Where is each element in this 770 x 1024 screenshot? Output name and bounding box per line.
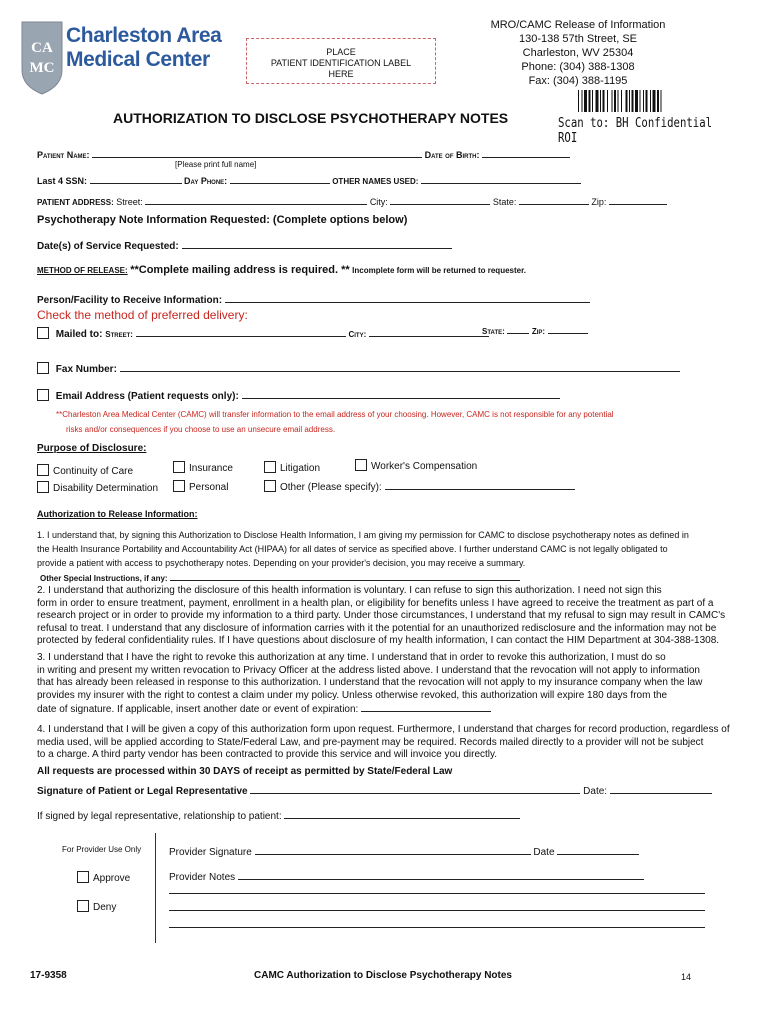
provider-signature-field[interactable] — [255, 845, 531, 855]
request-heading: Psychotherapy Note Information Requested: (Complete options below) — [37, 214, 408, 226]
option-label: Insurance — [189, 463, 233, 474]
option-label: Worker's Compensation — [371, 461, 478, 472]
provider-notes-line[interactable] — [169, 910, 705, 911]
email-note-line1: **Charleston Area Medical Center (CAMC) will transfer information to the email address of your choosing. However, CAMC is not responsible for any potential — [56, 410, 614, 419]
p4-line: media used, will be applied according to State/Federal Law, and pre-payment may be required. Records mailed directly to a provider will not be subject — [37, 736, 704, 748]
option-label: Disability Determination — [53, 483, 159, 494]
preferred-delivery-note: Check the method of preferred delivery: — [37, 308, 248, 322]
authorization-paragraph-4 — [37, 724, 742, 762]
org-name — [66, 24, 221, 72]
mail-city-label: City: — [348, 330, 367, 339]
provider-notes-line[interactable] — [169, 927, 705, 928]
dates-label: Date(s) of Service Requested: — [37, 241, 179, 252]
p3-line — [37, 665, 742, 678]
barcode — [578, 90, 698, 112]
checkbox[interactable] — [264, 461, 276, 473]
signature-row — [37, 784, 712, 797]
patient-name-row — [37, 148, 570, 160]
mail-state-zip — [482, 324, 588, 336]
page-title: AUTHORIZATION TO DISCLOSE PSYCHOTHERAPY NOTES — [113, 110, 509, 126]
barcode-bar — [618, 90, 619, 112]
purpose-option-workers-comp[interactable] — [355, 459, 477, 472]
address-line: Charleston, WV 25304 — [522, 47, 634, 59]
p1-line: 1. I understand that, by signing this Authorization to Disclose Health Information, I am giving my permission for CAMC to disclose psychotherapy notes as defined in — [37, 530, 689, 540]
purpose-option-personal[interactable] — [173, 478, 233, 497]
provider-notes-row — [169, 870, 644, 883]
footer-title: CAMC Authorization to Disclose Psychotherapy Notes — [254, 970, 512, 981]
barcode-bar — [584, 90, 587, 112]
barcode-bar — [578, 90, 579, 112]
purpose-option-disability[interactable] — [37, 480, 158, 497]
provider-signature-row — [169, 845, 639, 858]
address-line: 130-138 57th Street, SE — [518, 33, 638, 45]
p3-line: provides my insurer with the right to contest a claim under my policy. Unless otherwise revoked, this authorization will expire 180 days from the — [37, 689, 668, 701]
legal-rep-label: If signed by legal representative, relationship to patient: — [37, 811, 282, 822]
fax-label: Fax Number: — [55, 364, 117, 375]
p2-line: 2. I understand that authorizing the disclosure of this health information is voluntary. I can refuse to sign this authorization. I need not sign this — [37, 585, 662, 596]
authorization-heading: Authorization to Release Information: — [37, 509, 198, 519]
approve-checkbox[interactable] — [77, 871, 89, 883]
expiration-label: date of signature. If applicable, insert another date or event of expiration: — [37, 704, 359, 715]
provider-date-field[interactable] — [557, 845, 639, 855]
dates-row — [37, 239, 452, 252]
provider-box-label: For Provider Use Only — [62, 845, 142, 854]
mail-state-label: State: — [482, 327, 505, 336]
zip-field[interactable] — [609, 195, 667, 205]
p2-line: research project or in order to provide my information to a third party. Under those circumstances, I understand that my refusal to sign may result in CAMC's — [37, 610, 726, 621]
camc-logo — [20, 20, 64, 96]
street-label: Street: — [116, 197, 143, 207]
release-office-address — [478, 18, 678, 88]
email-field[interactable] — [242, 389, 560, 399]
email-disclaimer — [56, 407, 614, 437]
method-required: **Complete mailing address is required. ** — [130, 264, 350, 276]
org-name-line2: Medical Center — [66, 48, 210, 71]
option-label: Litigation — [280, 463, 321, 474]
patient-name-label: Patient Name: — [37, 150, 90, 160]
purpose-option-insurance[interactable] — [173, 459, 233, 478]
barcode-bar — [632, 90, 634, 112]
checkbox[interactable] — [37, 464, 49, 476]
p1-line: provide a patient with access to psychotherapy notes. Depending on your provider's decision, you may receive a summary. — [37, 558, 526, 568]
patient-name-hint: [Please print full name] — [175, 160, 257, 169]
signature-date-label: Date: — [583, 786, 608, 797]
street-field[interactable] — [145, 195, 367, 205]
form-number: 17-9358 — [30, 970, 67, 981]
svg-text:CA: CA — [31, 40, 53, 56]
purpose-option-continuity[interactable] — [37, 463, 158, 480]
day-phone-label: Day Phone: — [184, 176, 228, 186]
patient-address-row — [37, 195, 667, 207]
barcode-bar — [603, 90, 605, 112]
special-instructions-field[interactable] — [170, 571, 520, 581]
mailed-checkbox[interactable] — [37, 327, 49, 339]
p2-line-part: refusal to treat. — [37, 622, 104, 634]
svg-text:MC: MC — [29, 60, 55, 76]
patient-address-label: PATIENT ADDRESS: — [37, 198, 114, 207]
special-instructions-row — [40, 571, 520, 583]
p3-line-part: in writing and present my written revocation to Privacy Officer at the address listed above. — [37, 664, 434, 676]
fax-checkbox[interactable] — [37, 362, 49, 374]
barcode-bar — [596, 90, 599, 112]
label-box-line3: HERE — [328, 69, 354, 79]
recipient-label: Person/Facility to Receive Information: — [37, 295, 223, 306]
option-label: Continuity of Care — [53, 466, 134, 477]
recipient-field[interactable] — [225, 293, 590, 303]
special-instructions-label: Other Special Instructions, if any: — [40, 574, 168, 583]
option-label: Other (Please specify): — [280, 482, 382, 493]
provider-notes-label: Provider Notes — [169, 872, 236, 883]
page-number: 14 — [681, 972, 692, 982]
fax-field[interactable] — [120, 362, 680, 372]
mail-zip-label: Zip: — [531, 327, 546, 336]
expiration-field[interactable] — [361, 702, 491, 712]
mailed-label: Mailed to: — [55, 329, 103, 340]
barcode-caption: Scan to: BH Confidential ROI — [558, 116, 713, 146]
mail-city-field[interactable] — [369, 327, 489, 337]
p3-line-part: I understand that the revocation will not apply to information — [435, 664, 700, 676]
mail-state-field[interactable] — [507, 324, 529, 334]
barcode-bar — [635, 90, 638, 112]
barcode-bar — [589, 90, 591, 112]
legal-rep-field[interactable] — [284, 809, 520, 819]
checkbox[interactable] — [37, 481, 49, 493]
approve-option[interactable] — [77, 871, 130, 884]
mail-street-label: Street: — [105, 330, 133, 339]
deny-label: Deny — [93, 902, 117, 913]
mail-zip-field[interactable] — [548, 324, 588, 334]
purpose-col1 — [37, 463, 158, 497]
p4-line: to a charge. A third party vendor has been contracted to provide this service and will invoice you directly. — [37, 749, 498, 760]
day-phone-field[interactable] — [230, 174, 330, 184]
signature-field[interactable] — [250, 784, 580, 794]
provider-signature-label: Provider Signature — [169, 847, 252, 858]
city-field[interactable] — [390, 195, 490, 205]
provider-notes-field[interactable] — [238, 870, 644, 880]
authorization-paragraph-2 — [37, 585, 742, 648]
other-purpose-field[interactable] — [385, 480, 575, 490]
checkbox[interactable] — [173, 480, 185, 492]
p2-line-part: I understand that any disclosure of information carries with it the potential for an unauthorized redisclosure and the information may not be — [106, 622, 717, 634]
p4-line: 4. I understand that I will be given a copy of this authorization form upon request. Furthermore, I understand that charges for record production, regardless of — [37, 724, 730, 735]
state-field[interactable] — [519, 195, 589, 205]
p3-line: 3. I understand that I have the right to revoke this authorization at any time. I understand that in order to revoke this authorization, I must do so — [37, 652, 666, 663]
approve-label: Approve — [93, 873, 131, 884]
purpose-col2 — [173, 459, 233, 497]
org-name-line1: Charleston Area — [66, 24, 222, 47]
dob-field[interactable] — [482, 148, 570, 158]
deny-option[interactable] — [77, 900, 116, 913]
other-names-label: OTHER NAMES USED: — [332, 177, 419, 186]
label-box-line1: PLACE — [326, 47, 356, 57]
authorization-paragraph-1 — [37, 528, 737, 570]
authorization-paragraph-3 — [37, 652, 742, 717]
email-label: Email Address (Patient requests only): — [55, 391, 239, 402]
provider-use-box — [35, 833, 156, 943]
barcode-bar — [629, 90, 630, 112]
barcode-bar — [650, 90, 651, 112]
barcode-bar — [607, 90, 608, 112]
email-note-line2: risks and/or consequences if you choose to use an unsecure email address. — [66, 425, 336, 434]
address-line: Fax: (304) 388-1195 — [528, 75, 628, 87]
signature-date-field[interactable] — [610, 784, 712, 794]
ssn-label: Last 4 SSN: — [37, 176, 88, 186]
checkbox[interactable] — [173, 461, 185, 473]
dates-field[interactable] — [182, 239, 452, 249]
barcode-bar — [582, 90, 583, 112]
barcode-bar — [614, 90, 616, 112]
purpose-option-other[interactable] — [264, 478, 575, 497]
zip-label: Zip: — [591, 197, 607, 207]
dob-label: Date of Birth: — [424, 150, 480, 160]
mailed-row — [37, 327, 489, 340]
checkbox[interactable] — [264, 480, 276, 492]
method-label: METHOD OF RELEASE: — [37, 266, 128, 275]
legal-rep-row — [37, 809, 520, 822]
barcode-bar — [657, 90, 659, 112]
other-names-field[interactable] — [421, 174, 581, 184]
patient-name-field[interactable] — [92, 148, 422, 158]
barcode-bar — [600, 90, 601, 112]
barcode-bar — [653, 90, 656, 112]
patient-label-placeholder — [246, 38, 436, 84]
p2-line: protected by federal confidentiality rules. If I have questions about disclosure of my health information, I can contact the HIM Department at 304-388-1308. — [37, 635, 720, 646]
ssn-field[interactable] — [90, 174, 182, 184]
email-row — [37, 389, 560, 402]
fax-row — [37, 362, 680, 375]
checkbox[interactable] — [355, 459, 367, 471]
barcode-bar — [621, 90, 622, 112]
processing-note: All requests are processed within 30 DAYS of receipt as permitted by State/Federal Law — [37, 766, 453, 777]
barcode-bar — [643, 90, 644, 112]
provider-date-label: Date — [533, 847, 555, 858]
mail-street-field[interactable] — [136, 327, 346, 337]
city-label: City: — [369, 197, 388, 207]
ssn-phone-row — [37, 174, 581, 186]
barcode-bar — [640, 90, 641, 112]
signature-label: Signature of Patient or Legal Representative — [37, 786, 248, 797]
option-label: Personal — [189, 482, 229, 493]
barcode-bar — [626, 90, 628, 112]
barcode-bar — [661, 90, 662, 112]
method-incomplete: Incomplete form will be returned to requester. — [352, 266, 526, 275]
p2-line — [37, 623, 742, 636]
provider-notes-line[interactable] — [169, 893, 705, 894]
method-row — [37, 264, 526, 276]
p3-line: that has already been released in response to this authorization. I understand that the revocation will not apply to my insurance company when the law — [37, 677, 703, 688]
address-line: Phone: (304) 388-1308 — [521, 61, 635, 73]
p2-line: form in order to ensure treatment, payment, enrollment in a health plan, or eligibility for benefits unless I have agreed to receive the treatment as part of a — [37, 597, 714, 609]
barcode-bar — [612, 90, 613, 112]
email-checkbox[interactable] — [37, 389, 49, 401]
deny-checkbox[interactable] — [77, 900, 89, 912]
barcode-bar — [592, 90, 593, 112]
label-box-line2: PATIENT IDENTIFICATION LABEL — [270, 58, 412, 68]
p3-line — [37, 702, 742, 717]
p1-line: the Health Insurance Portability and Accountability Act (HIPAA) for all dates of service as specified above. I further understand CAMC is not legally obligated to — [37, 544, 668, 554]
recipient-row — [37, 293, 590, 306]
address-line: MRO/CAMC Release of Information — [490, 19, 666, 31]
state-label: State: — [492, 197, 517, 207]
barcode-bar — [646, 90, 648, 112]
purpose-heading: Purpose of Disclosure: — [37, 443, 147, 454]
